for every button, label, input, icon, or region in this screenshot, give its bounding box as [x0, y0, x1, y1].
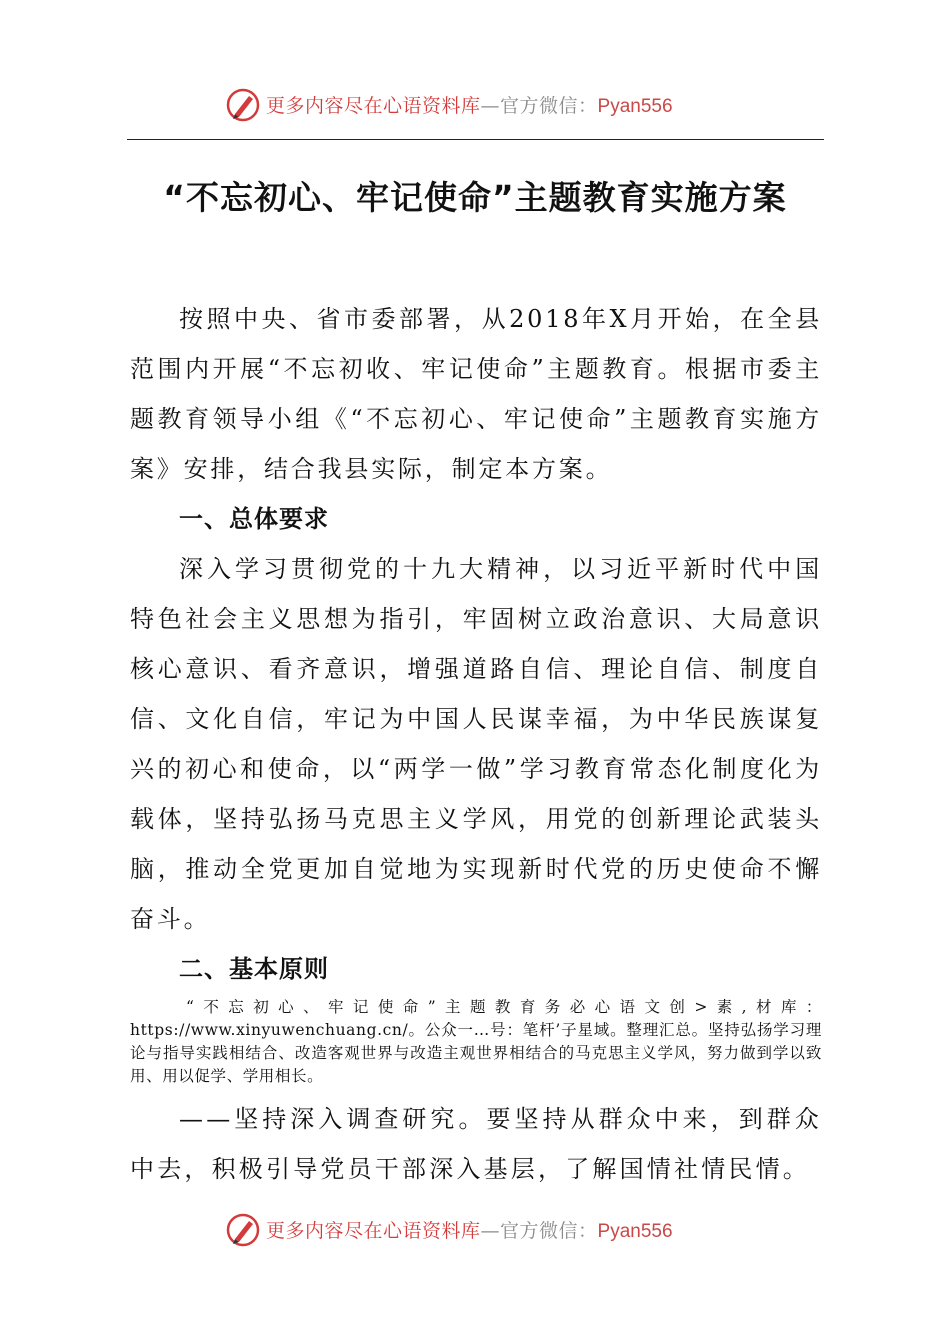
- banner-text: [266, 1216, 673, 1243]
- banner-dash-text: —官方微信：: [480, 95, 598, 117]
- section-1-paragraph: 深入学习贯彻党的十九大精神，以习近平新时代中国特色社会主义思想为指引，牢固树立政治意识、大局意识核心意识、看齐意识，增强道路自信、理论自信、制度自信、文化自信，牢记为中国人民谋幸福，为中华民族谋复兴的初心和使命，以“两学一做”学习教育常态化制度化为载体，坚持弘扬马克思主义学风，用党的创新理论武装头脑，推动全党更加自觉地为实现新时代党的历史使命不懈奋斗。: [130, 555, 822, 933]
- banner-main-text: 更多内容尽在心语资料库: [266, 95, 481, 117]
- header-banner: [0, 86, 950, 126]
- pen-logo-icon: [226, 1213, 260, 1247]
- section-heading-2: 二、基本原则: [179, 955, 329, 983]
- footer-banner: [0, 1211, 950, 1251]
- banner-main-text: 更多内容尽在心语资料库: [266, 1220, 481, 1242]
- principle-paragraph: ——坚持深入调查研究。要坚持从群众中来，到群众中去，积极引导党员干部深入基层，了解国情社情民情。: [130, 1105, 822, 1183]
- banner-text: [266, 91, 673, 118]
- banner-wechat-id: Pyan556: [597, 96, 673, 117]
- document-body: [130, 294, 822, 1194]
- section-heading-1: 一、总体要求: [179, 505, 329, 533]
- document-title: “不忘初心、牢记使命”主题教育实施方案: [163, 178, 787, 217]
- header-divider: [127, 139, 824, 140]
- watermark-note-paragraph: “不忘初心、牢记使命”主题教育务必心语文创>素,材库：https://www.xinyuwenchuang.cn/。公众一…号：笔杆’子星域。整理汇总。坚持弘扬学习理论与指导实践相结合、改造客观世界与改造主观世界相结合的马克思主义学风，努力做到学以致用、用以促学、学用相长。: [130, 998, 822, 1085]
- pen-logo-icon: [226, 88, 260, 122]
- banner-dash-text: —官方微信：: [480, 1220, 598, 1242]
- banner-wechat-id: Pyan556: [597, 1221, 673, 1242]
- intro-paragraph: 按照中央、省市委部署，从2018年X月开始，在全县范围内开展“不忘初收、牢记使命”主题教育。根据市委主题教育领导小组《“不忘初心、牢记使命”主题教育实施方案》安排，结合我县实际，制定本方案。: [130, 305, 822, 483]
